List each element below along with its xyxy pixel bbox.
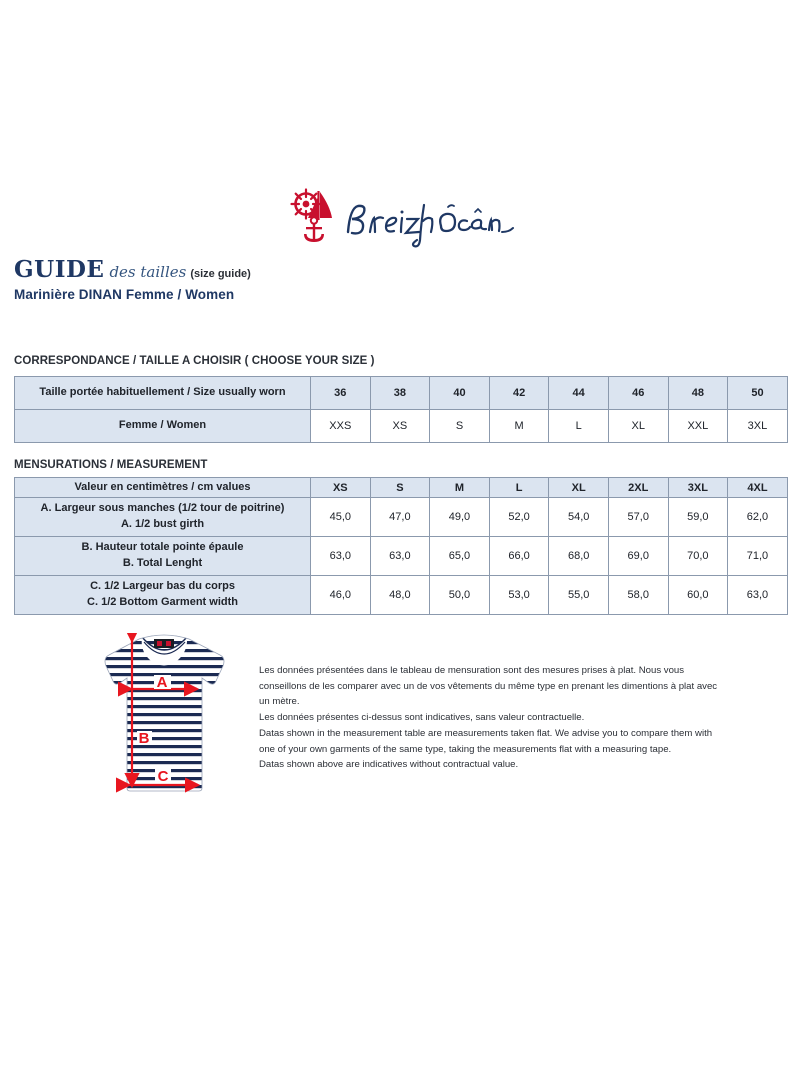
neck-label-icon (154, 639, 174, 648)
row-label-fr: C. 1/2 Largeur bas du corps (90, 580, 235, 593)
guide-paren: (size guide) (190, 268, 251, 280)
cell-value: XS (370, 410, 430, 443)
nautical-emblem-icon (292, 190, 333, 243)
page-title (14, 258, 251, 281)
column-header: M (430, 478, 490, 498)
column-header: 3XL (668, 478, 728, 498)
cell-value: 40 (430, 377, 490, 410)
column-header: 2XL (608, 478, 668, 498)
table-row (15, 410, 788, 443)
cell-value: 50,0 (430, 576, 490, 615)
cell-value: XXL (668, 410, 728, 443)
mensurations-table (14, 477, 788, 615)
row-label: Taille portée habituellement / Size usually worn (15, 377, 311, 410)
cell-value: 68,0 (549, 537, 609, 576)
row-label-en: B. Total Lenght (122, 557, 203, 569)
row-label (15, 498, 311, 537)
correspondance-heading: CORRESPONDANCE / TAILLE A CHOISIR ( CHOOSE YOUR SIZE ) (14, 355, 375, 367)
guide-word: GUIDE (14, 256, 105, 283)
cell-value: XL (608, 410, 668, 443)
row-label: Femme / Women (15, 410, 311, 443)
row-label-en: A. 1/2 bust girth (120, 518, 205, 530)
cell-value: 48 (668, 377, 728, 410)
cell-value: 58,0 (608, 576, 668, 615)
row-label-en: C. 1/2 Bottom Garment width (87, 596, 238, 608)
cell-value: 47,0 (370, 498, 430, 537)
column-header: 4XL (728, 478, 788, 498)
product-title: Marinière DINAN Femme / Women (14, 287, 235, 302)
cell-value: 49,0 (430, 498, 490, 537)
cell-value: 50 (728, 377, 788, 410)
cell-value: 69,0 (608, 537, 668, 576)
table-row (15, 537, 788, 576)
cell-value: 63,0 (370, 537, 430, 576)
brand-logo (278, 188, 518, 254)
column-header-label: Valeur en centimètres / cm values (15, 478, 311, 498)
guide-subtitle: des tailles (109, 263, 187, 281)
cell-value: 55,0 (549, 576, 609, 615)
cell-value: S (430, 410, 490, 443)
marker-a-label: A (156, 674, 168, 691)
mensurations-heading: MENSURATIONS / MEASUREMENT (14, 459, 208, 471)
column-header: S (370, 478, 430, 498)
table-row (15, 498, 788, 537)
cell-value: 52,0 (489, 498, 549, 537)
cell-value: 59,0 (668, 498, 728, 537)
cell-value: 44 (549, 377, 609, 410)
correspondance-table (14, 376, 788, 443)
brand-wordmark (348, 205, 513, 246)
cell-value: 42 (489, 377, 549, 410)
marker-b-label: B (138, 730, 150, 747)
cell-value: M (489, 410, 549, 443)
cell-value: 57,0 (608, 498, 668, 537)
note-english: Datas shown in the measurement table are measurements taken flat. We advise you to compare them with one of your own garments of the same type, taking the measurements flat with a measuring tape. Datas shown above are indicatives without contractual value. (259, 728, 713, 771)
cell-value: L (549, 410, 609, 443)
cell-value: 65,0 (430, 537, 490, 576)
cell-value: XXS (311, 410, 371, 443)
cell-value: 62,0 (728, 498, 788, 537)
table-row (15, 377, 788, 410)
garment-diagram (92, 633, 237, 795)
cell-value: 46 (608, 377, 668, 410)
column-header: XS (311, 478, 371, 498)
row-label-fr: A. Largeur sous manches (1/2 tour de poitrine) (40, 502, 285, 515)
table-header-row (15, 478, 788, 498)
cell-value: 36 (311, 377, 371, 410)
cell-value: 45,0 (311, 498, 371, 537)
table-row (15, 576, 788, 615)
cell-value: 60,0 (668, 576, 728, 615)
row-label (15, 537, 311, 576)
cell-value: 38 (370, 377, 430, 410)
column-header: L (489, 478, 549, 498)
column-header: XL (549, 478, 609, 498)
cell-value: 3XL (728, 410, 788, 443)
cell-value: 71,0 (728, 537, 788, 576)
cell-value: 70,0 (668, 537, 728, 576)
cell-value: 63,0 (728, 576, 788, 615)
cell-value: 54,0 (549, 498, 609, 537)
cell-value: 63,0 (311, 537, 371, 576)
cell-value: 66,0 (489, 537, 549, 576)
cell-value: 46,0 (311, 576, 371, 615)
row-label (15, 576, 311, 615)
note-french: Les données présentées dans le tableau de mensuration sont des mesures prises à plat. Nous vous conseillons de les comparer avec un de vos vêtements du même type en prenant les dimentions à plat avec un mètre. Les données présentes ci-dessus sont indicatives, sans valeur contractuelle. (259, 665, 718, 723)
cell-value: 53,0 (489, 576, 549, 615)
cell-value: 48,0 (370, 576, 430, 615)
row-label-fr: B. Hauteur totale pointe épaule (81, 541, 244, 554)
marker-c-label: C (157, 768, 169, 785)
